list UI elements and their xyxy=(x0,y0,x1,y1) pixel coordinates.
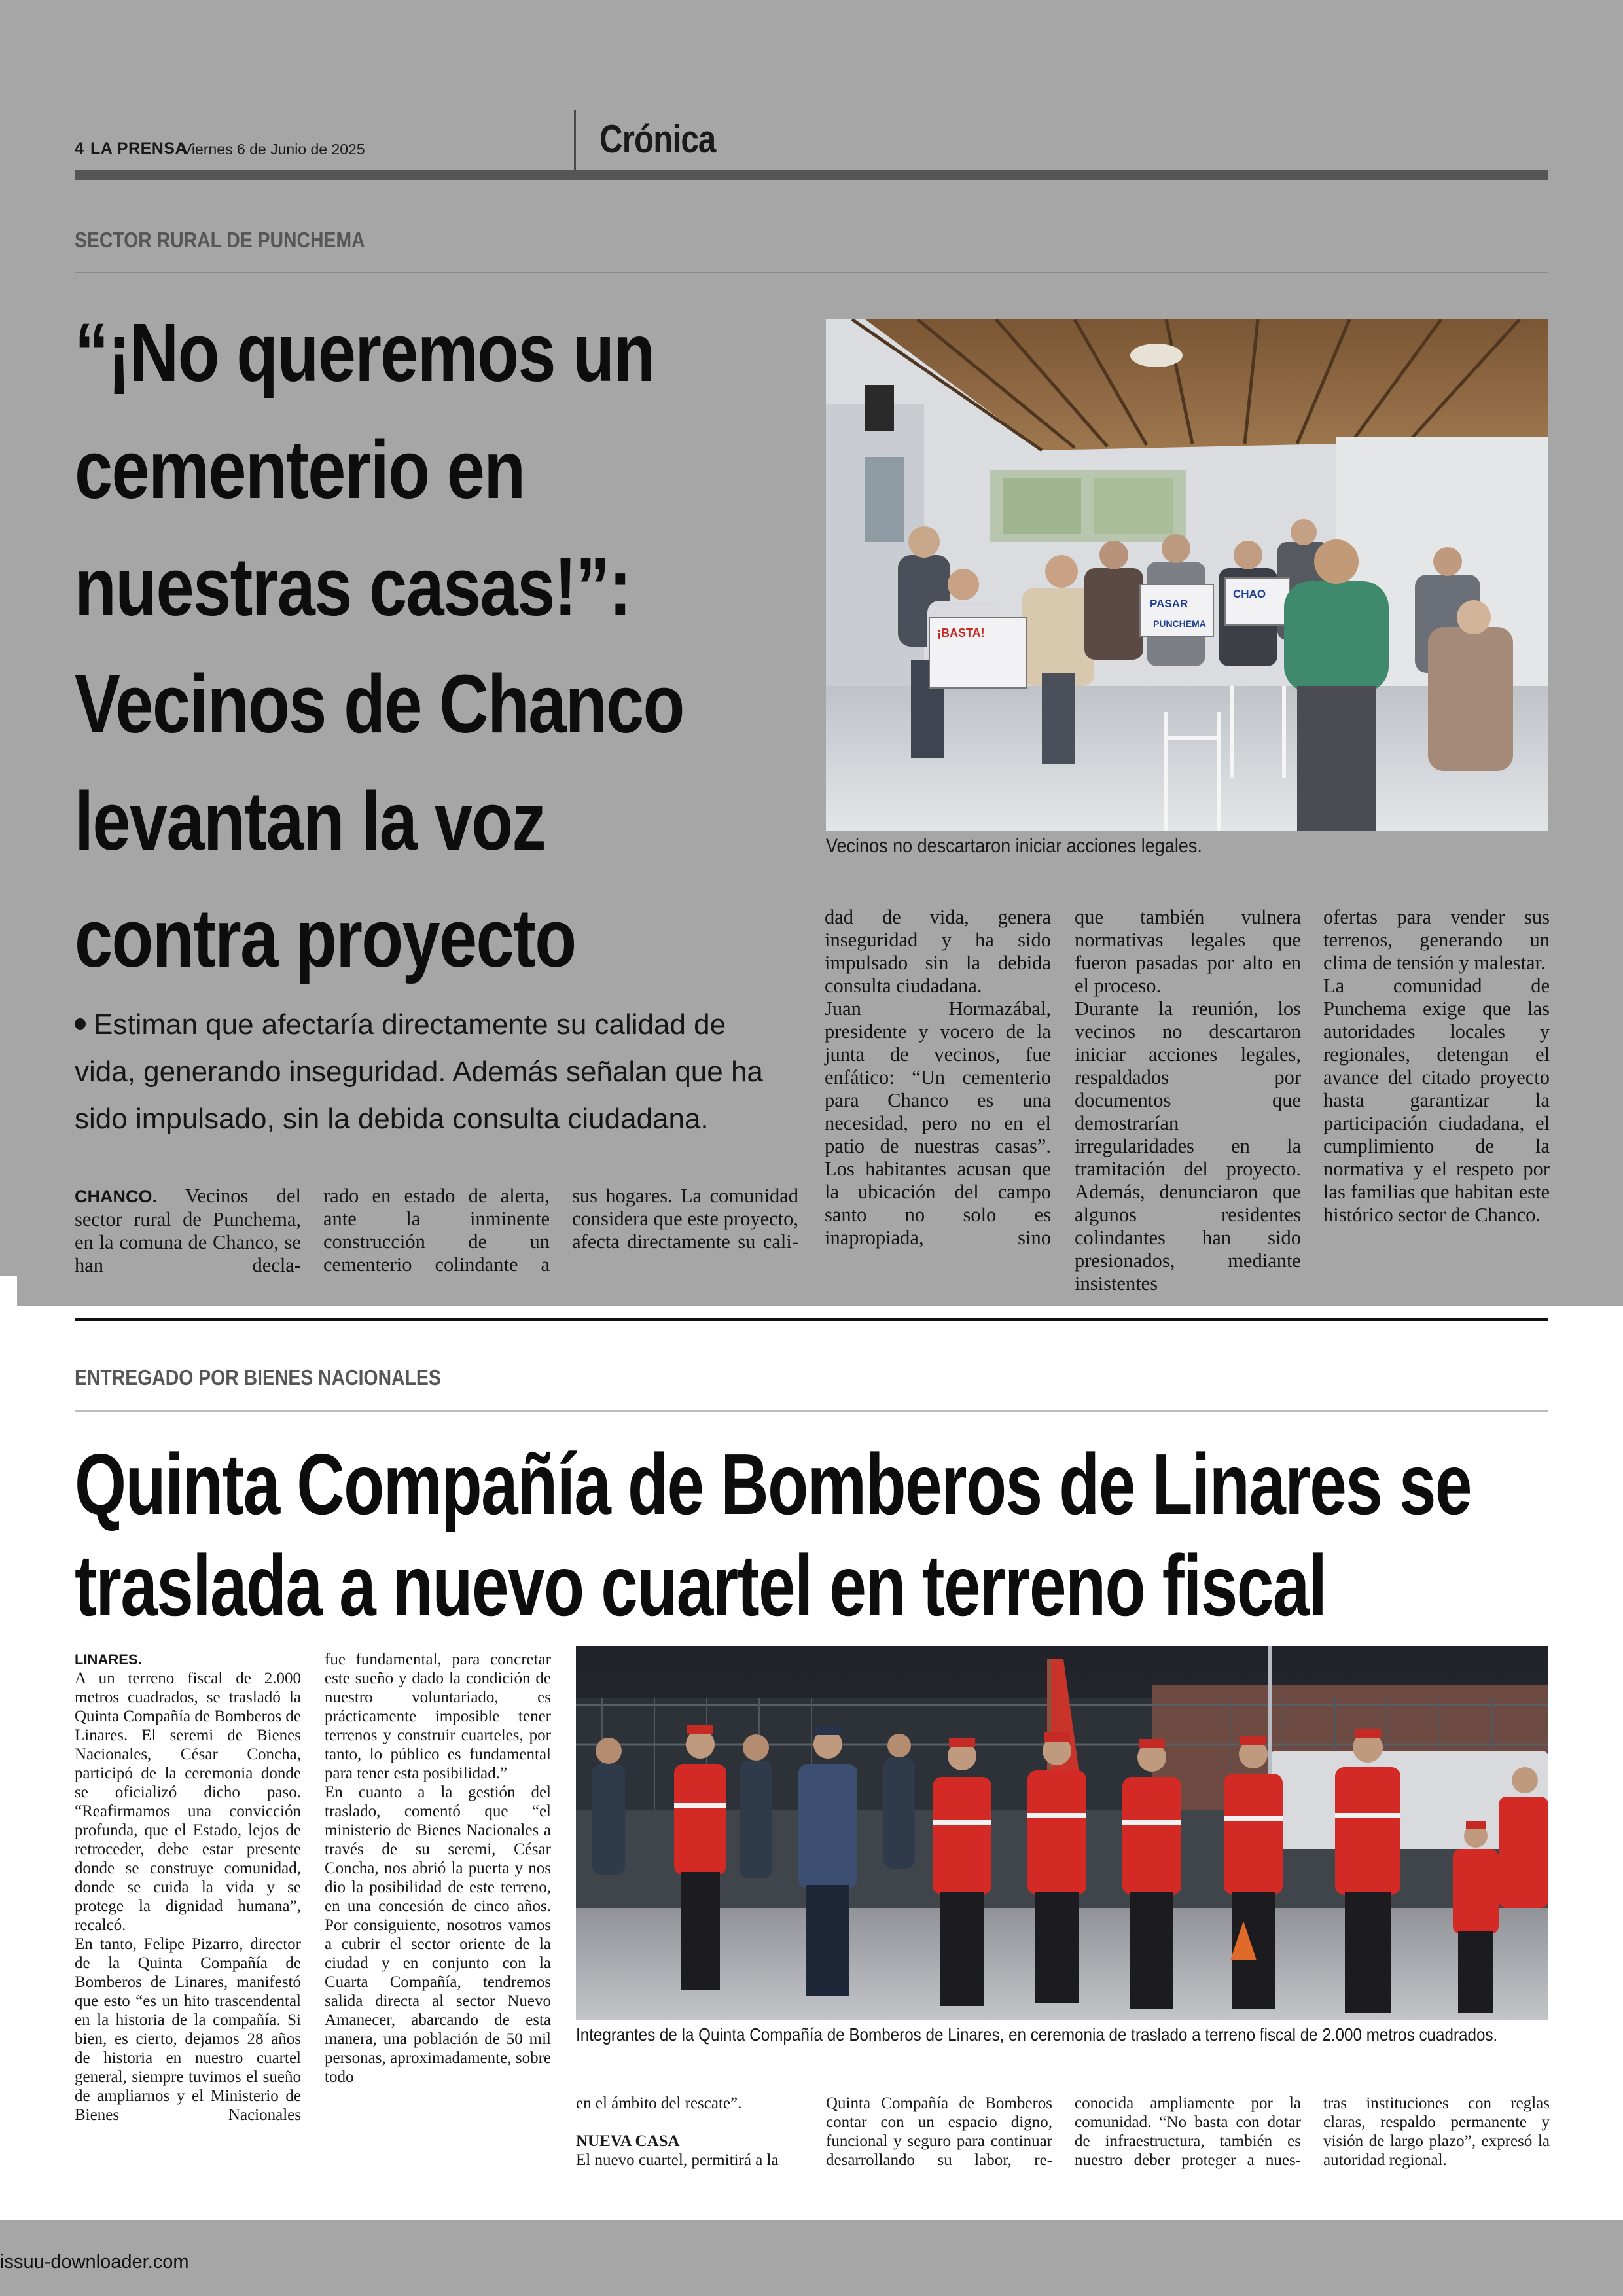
article2-body-col-1 xyxy=(75,1650,301,2125)
sign-text-pasar: PASAR xyxy=(1150,598,1188,610)
paragraph: Juan Hormazábal, presidente y vocero de la junta de vecinos, fue enfático: “Un cementerio para Chanco es una necesidad, pero no en el patio de nuestras casas”. Los habitantes acusan que la ubicación del campo santo no solo es inapropiada, sino xyxy=(825,997,1051,1249)
article1-kicker: SECTOR RURAL DE PUNCHEMA xyxy=(75,228,365,252)
article1-headline-line-4: Vecinos de Chanco xyxy=(75,658,684,750)
article1-body-col-5 xyxy=(1075,906,1301,1295)
bullet-icon xyxy=(75,1018,86,1030)
article2-body-col-4: Quinta Compañía de Bomberos contar con un espacio digno, funcional y seguro para continuar desarrollando su labor, re- xyxy=(826,2094,1052,2169)
article1-kicker-rule xyxy=(75,272,1548,273)
article1-body-col-4 xyxy=(825,906,1051,1249)
paragraph: Durante la reunión, los vecinos no descartaron iniciar acciones legales, respaldados por documentos que demostrarían irregularidades en la tramitación del proyecto. Además, denunciaron que algunos residentes colindantes han sido presionados, mediante insistentes xyxy=(1075,997,1301,1295)
article1-body-col-6 xyxy=(1323,906,1550,1227)
paragraph: La comunidad de Punchema exige que las autoridades locales y regionales, detengan el avance del citado proyecto hasta garantizar la participación ciudadana, el cumplimiento de la normativa y el respeto por las familias que habitan este histórico sector de Chanco. xyxy=(1323,975,1550,1226)
article1-deck xyxy=(75,1001,788,1143)
paragraph: que también vulnera normativas legales que fueron pasadas por alto en el proceso. xyxy=(1075,906,1301,997)
issue-date: Viernes 6 de Junio de 2025 xyxy=(182,141,365,158)
paragraph: fue fundamental, para concretar este sueño y dado la condición de nuestro voluntariado, es prácticamente imposible tener terrenos y construir cuarteles, por tanto, lo público es fundamental para tener esta posibilidad.” xyxy=(325,1651,551,1782)
watermark-text: issuu-downloader.com xyxy=(0,2251,189,2272)
paragraph: dad de vida, genera inseguridad y ha sido impulsado sin la debida consulta ciudadana. xyxy=(825,906,1051,997)
paragraph-spacer xyxy=(576,2113,802,2132)
article1-body-col-1-text: Vecinos del sector rural de Punchema, en la comuna de Chanco, se han decla- xyxy=(75,1185,301,1276)
section-title: Crónica xyxy=(599,117,716,161)
scan-edge-notch xyxy=(0,1276,17,1306)
article1-body-col-2: rado en estado de alerta, ante la inminente construcción de un cementerio colindante a xyxy=(323,1185,550,1276)
paragraph: ofertas para vender sus terrenos, generando un clima de tensión y malestar. xyxy=(1323,906,1550,974)
page-number: 4 xyxy=(75,139,84,158)
firefighters-photo-illustration xyxy=(576,1646,1548,2020)
article1-headline-line-6: contra proyecto xyxy=(75,892,576,984)
article2-photo-caption: Integrantes de la Quinta Compañía de Bomberos de Linares, en ceremonia de traslado a terreno fiscal de 2.000 metros cuadrados. xyxy=(576,2024,1498,2045)
paragraph: A un terreno fiscal de 2.000 metros cuadrados, se trasladó la Quinta Compañía de Bomberos de Linares. El seremi de Bienes Nacionales, César Concha, participó de la ceremonia donde se oficializó dicho paso. “Reafirmamos una convicción profunda, que el Estado, lejos de retroceder, debe estar presente donde se construye comunidad, donde se cuida la vida y se protege la dignidad humana”, recalcó. xyxy=(75,1670,301,1934)
paragraph: En cuanto a la gestión del traslado, comentó que “el ministerio de Bienes Nacionales a través de su seremi, César Concha, nos abrió la puerta y nos dio la posibilidad de este terreno, en una concesión de cinco años. Por consiguiente, nosotros vamos a cubrir el sector oriente de la ciudad y en conjunto con la Cuarta Compañía, tendremos salida directa al sector Nuevo Amanecer, abarcando de esta manera, una población de 50 mil personas, aproximadamente, sobre todo xyxy=(325,1784,551,2086)
meeting-photo-illustration xyxy=(826,319,1548,831)
article1-body-col-1 xyxy=(75,1185,301,1277)
header-divider xyxy=(574,110,576,170)
gray-scan-band-bottom xyxy=(0,2220,1623,2296)
newspaper-name: LA PRENSA xyxy=(90,139,188,158)
article2-body-col-6: tras instituciones con reglas claras, respaldo permanente y visión de largo plazo”, expresó la autoridad regional. xyxy=(1323,2094,1550,2169)
meeting-photo xyxy=(826,319,1548,831)
article1-photo-caption: Vecinos no descartaron iniciar acciones legales. xyxy=(826,835,1202,857)
article1-headline-line-2: cementerio en xyxy=(75,423,525,516)
article1-headline-line-3: nuestras casas!”: xyxy=(75,541,631,633)
article2-kicker: ENTREGADO POR BIENES NACIONALES xyxy=(75,1365,441,1390)
article2-body-col-5: conocida ampliamente por la comunidad. “No basta con dotar de infraestructura, también es nuestro deber proteger a nues- xyxy=(1075,2094,1301,2169)
article2-body-col-3 xyxy=(576,2094,802,2170)
article1-headline-line-1: “¡No queremos un xyxy=(75,306,654,399)
article2-headline-line-2: traslada a nuevo cuartel en terreno fiscal xyxy=(75,1537,1327,1634)
article1-headline-line-5: levantan la voz xyxy=(75,775,546,867)
sign-text-punchema: PUNCHEMA xyxy=(1153,619,1206,629)
sign-text-chao: CHAO xyxy=(1233,588,1266,600)
header-rule xyxy=(75,170,1548,180)
sign-text-basta: ¡BASTA! xyxy=(937,626,985,639)
article1-body-col-3: sus hogares. La comunidad considera que este proyecto, afecta directamente su cali- xyxy=(572,1185,798,1253)
article2-body-col-2 xyxy=(325,1650,551,2087)
article1-dateline: CHANCO. xyxy=(75,1187,157,1206)
article2-dateline: LINARES. xyxy=(75,1651,142,1668)
firefighters-photo xyxy=(576,1646,1548,2020)
paragraph: En tanto, Felipe Pizarro, director de la Quinta Compañía de Bomberos de Linares, manifestó que esto “es un hito trascendental en la historia de la compañía. Si bien, es cierto, dejamos 28 años de historia en nuestro cuartel general, siempre tuvimos el sueño de ampliarnos y el Ministerio de Bienes Nacionales xyxy=(75,1935,301,2124)
article2-kicker-rule xyxy=(75,1410,1548,1412)
article2-subhead: NUEVA CASA xyxy=(576,2132,680,2150)
article2-headline-line-1: Quinta Compañía de Bomberos de Linares se xyxy=(75,1436,1471,1532)
article1-deck-text: Estiman que afectaría directamente su calidad de vida, generando inseguridad. Además señalan que ha sido impulsado, sin la debida consulta ciudadana. xyxy=(75,1009,763,1135)
article2-col-3-para-b: El nuevo cuartel, permitirá a la xyxy=(576,2151,779,2169)
article2-top-rule xyxy=(75,1318,1548,1321)
article2-col-3-para-a: en el ámbito del rescate”. xyxy=(576,2094,742,2112)
article2-body-col-1-text xyxy=(75,1669,301,2125)
